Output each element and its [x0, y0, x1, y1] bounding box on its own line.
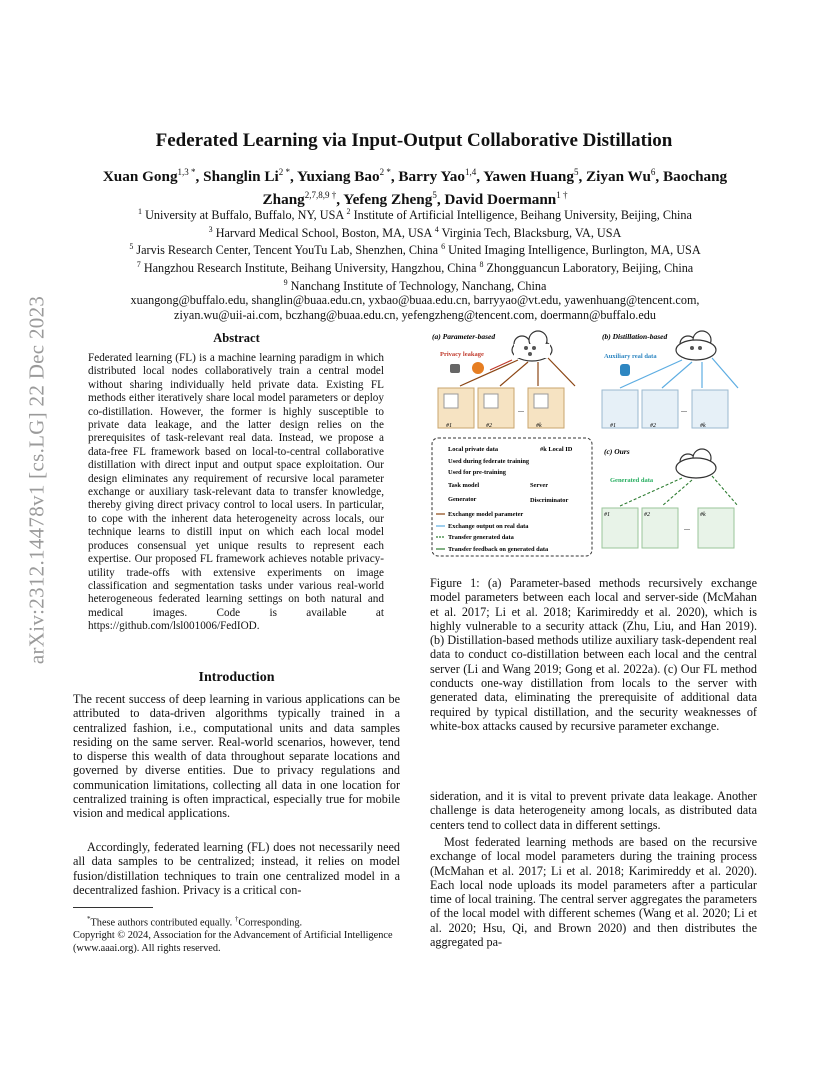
paper-title: Federated Learning via Input-Output Collaborative Distillation: [155, 130, 673, 151]
generated-data-label: Generated data: [610, 477, 654, 484]
intro-paragraph-2: Accordingly, federated learning (FL) does not necessarily need all data samples to be centralized; instead, it relies on model fusion/distillation techniques to train one centralized model in a decentralized fashion. Privacy is a critical con-: [73, 840, 400, 897]
privacy-leakage-label: Privacy leakage: [440, 351, 484, 358]
legend-item: Task model: [448, 482, 480, 489]
intro-paragraph-1: The recent success of deep learning in various applications can be attributed to data-driven algorithms typically trained in a centralized fashion, i.e., computational units and data samples residing on the same server. Real-world scenarios, however, tend to disperse this wealth of data throughout separate locations and governed by diverse entities. Due to privacy regulations and communication limitations, collecting all data in one location for centralized training is often impractical, especially true for mobile vision and medical applications.: [73, 692, 400, 821]
arxiv-stamp: arXiv:2312.14478v1 [cs.LG] 22 Dec 2023: [24, 295, 49, 665]
email-line: xuangong@buffalo.edu, shanglin@buaa.edu.cn, yxbao@buaa.edu.cn, barryyao@vt.edu, yawenhuang@tencent.com,: [130, 293, 700, 308]
legend-item: Used during federate training: [448, 458, 530, 465]
panel-a-label: (a) Parameter-based: [432, 332, 496, 341]
legend-item: Discriminator: [530, 497, 569, 504]
id-label: #k: [700, 423, 706, 429]
figure-1: [430, 330, 760, 560]
local-node-b2: [642, 390, 678, 428]
legend-item: Server: [530, 482, 549, 489]
footnotes: *These authors contributed equally. †Corresponding. Copyright © 2024, Association for the Advancement of Artificial Intelligence (www.aaai.org). All rights reserved.: [73, 913, 400, 955]
local-node-a2: [478, 388, 514, 428]
legend-item: Exchange model parameter: [448, 511, 524, 518]
cloud-icon: [676, 331, 716, 360]
id-label: #1: [604, 512, 610, 518]
database-icon: [620, 364, 630, 376]
copyright-notice: Copyright © 2024, Association for the Advancement of Artificial Intelligence (www.aaai.org). All rights reserved.: [73, 930, 393, 954]
legend-item: Transfer feedback on generated data: [448, 546, 549, 553]
legend-item: Used for pre-training: [448, 469, 506, 476]
introduction-heading: Introduction: [198, 670, 275, 685]
id-label: #2: [644, 512, 650, 518]
local-node-ak: [528, 388, 564, 428]
figure-caption: Figure 1: (a) Parameter-based methods recursively exchange model parameters between each local and server-side (McMahan et al. 2017; Li et al. 2018; Karimireddy et al. 2020), which is highly vulnerable to a security attack (Zhu, Liu, and Han 2019). (b) Distillation-based methods utilize auxiliary task-dependent real data to conduct co-distillation between each local and the central server (Li and Wang 2019; Gong et al. 2022a). (c) Our FL method conducts one-way distillation from locals to the server with generated data, eliminating the prerequisite of additional data required by typical distillation, and the security weaknesses of white-box attacks caused by recursive parameter exchange.: [430, 576, 757, 733]
abstract-heading: Abstract: [213, 331, 260, 345]
cloud-icon: [676, 449, 716, 478]
ellipsis-label: ...: [681, 405, 687, 414]
local-node-a1: [438, 388, 474, 428]
footnote-rule: [73, 907, 153, 908]
affiliations: $^1$ University at Buffalo, Buffalo, NY, USA $^2$ Institute of Artificial Intelligence, Beihang University, Beijing, China $^3$ Harvard Medical School, Boston, MA, USA $^4$ Virginia Tech, Blacksburg, VA, USA $^5$ Jarvis Research Center, Tencent YouTu Lab, Shenzhen, China $^6$ United Imaging Intelligence, Burlington, MA, USA $^7$ Hangzhou Research Institute, Beihang University, Hangzhou, China $^8$ Zhongguancun Laboratory, Beijing, China $^9$ Nanchang Institute of Technology, Nanchang, China xuangong@buffalo.edu, shanglin@buaa.edu.cn, yxbao@buaa.edu.cn, barryyao@vt.edu, yawenhuang@tencent.com, ziyan.wu@uii-ai.com, bczhang@buaa.edu.cn, yefengzheng@tencent.com, doermann@buffalo.edu: [60, 205, 770, 322]
auxiliary-data-label: Auxiliary real data: [604, 353, 657, 360]
legend-item: Exchange output on real data: [448, 523, 529, 530]
right-paragraph-1: sideration, and it is vital to prevent private data leakage. Another challenge is data heterogeneity among locals, as distributed data centers tend to collect data in different settings.: [430, 789, 757, 832]
local-node-bk: [692, 390, 728, 428]
email-line: ziyan.wu@uii-ai.com, bczhang@buaa.edu.cn, yefengzheng@tencent.com, doermann@buffalo.edu: [174, 307, 656, 322]
legend-item: #k Local ID: [540, 446, 573, 453]
right-paragraph-2: Most federated learning methods are based on the recursive exchange of local model parameters during the training process (McMahan et al. 2017; Li et al. 2018; Karimireddy et al. 2020). Each local node uploads its model parameters after a particular time of local training. The central server aggregates the parameters of the local model with different schemes (Wang et al. 2020; Li et al. 2020; Hsu, Qi, and Brown 2020) and then distributes the aggregated pa-: [430, 835, 757, 950]
ellipsis-label: ...: [518, 405, 524, 414]
panel-b-label: (b) Distillation-based: [602, 332, 668, 341]
id-label: #1: [446, 423, 452, 429]
id-label: #2: [486, 423, 492, 429]
id-label: #2: [650, 423, 656, 429]
id-label: #k: [700, 512, 706, 518]
id-label: #1: [610, 423, 616, 429]
abstract-text: Federated learning (FL) is a machine learning paradigm in which distributed local nodes collaboratively train a central model without sharing individually held private data. Existing FL methods either iteratively share local model parameters or deploy co-distillation. However, the former is highly susceptible to private data leakage, and the latter design relies on the prerequisites of task-relevant real data. Instead, we propose a data-free FL framework based on local-to-central collaborative distillation with direct input and output space exploitation. Our design eliminates any requirement of recursive local parameter exchange or auxiliary task-relevant data to transfer knowledge, thereby giving direct privacy control to local users. In particular, to cope with the inherent data heterogeneity across locals, our technique learns to distill input on which each local model produces consensual yet unique results to represent each expertise. Our proposed FL framework achieves notable privacy-utility trade-offs with extensive experiments on image classification and segmentation tasks under various real-world heterogeneous federated learning settings on both natural and medical images. Code is available at https://github.com/lsl001006/FedIOD.: [88, 352, 384, 633]
author-list: Xuan Gong$^{1,3 *}$, Shanglin $Li^{2 *}$, Yuxiang Bao$^{2 *}$, Barry Yao$^{1,4}$, Yawen Huang$^5$, Ziyan Wu$^6$, Baochang Zhang$^{2,7,8,9 \dagger}$, Yefeng Zheng$^5$, David Doermann$^{1 \dagger}$: [102, 167, 728, 209]
id-label: #k: [536, 423, 542, 429]
ellipsis-label: ...: [684, 523, 690, 532]
legend-item: Generator: [448, 496, 477, 503]
local-node-b1: [602, 390, 638, 428]
legend-item: Local private data: [448, 446, 499, 453]
legend-item: Transfer generated data: [448, 534, 514, 541]
panel-c-label: (c) Ours: [604, 447, 630, 456]
attacker-icon: [450, 362, 484, 374]
cloud-icon: [512, 331, 552, 361]
